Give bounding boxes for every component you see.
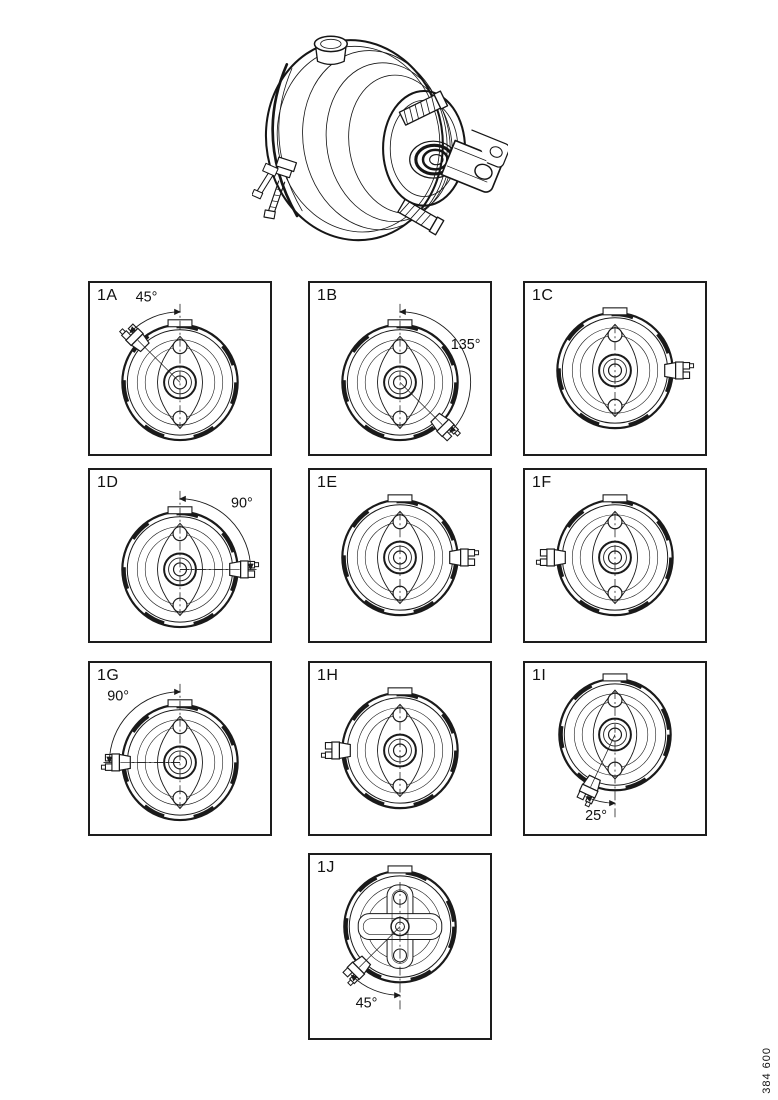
angle-label: 90° [107,688,130,705]
brake-chamber-front-view [90,470,270,641]
variant-label: 1A [97,287,118,304]
variant-label: 1I [532,667,547,684]
brake-chamber-front-view [310,855,490,1038]
brake-chamber-front-view [90,283,270,454]
variant-label: 1D [97,474,119,491]
variant-cell-1H [308,661,492,836]
angle-label: 45° [135,289,158,306]
brake-chamber-front-view [525,283,705,454]
brake-chamber-front-view [525,663,705,834]
variant-label: 1F [532,474,552,491]
variant-label: 1J [317,859,335,876]
variant-label: 1G [97,667,120,684]
variant-label: 1B [317,287,338,304]
air-port-fitting [575,774,603,807]
variant-cell-1J [308,853,492,1040]
figure-number: 384 600 [761,1047,773,1094]
air-port-fitting [665,362,694,379]
brake-chamber-front-view [525,470,705,641]
angle-label: 90° [230,495,253,512]
variant-cell-1C [523,281,707,456]
variant-cell-1E [308,468,492,643]
variant-cell-1D [88,468,272,643]
brake-chamber-front-view [90,663,270,834]
variant-cell-1A [88,281,272,456]
variant-cell-1B [308,281,492,456]
variant-label: 1C [532,287,554,304]
air-port-fitting [450,549,479,566]
top-port [314,36,347,64]
brake-chamber-isometric-drawing [252,14,508,252]
air-port-fitting [536,549,565,566]
clamp-bolts [252,157,296,219]
variant-label: 1E [317,474,338,491]
angle-label: 135° [450,336,481,353]
variant-cell-1I [523,661,707,836]
brake-chamber-front-view [310,470,490,641]
brake-chamber-front-view [310,663,490,834]
variant-label: 1H [317,667,339,684]
variant-cell-1F [523,468,707,643]
brake-chamber-front-view [310,283,490,454]
angle-label: 45° [355,995,378,1012]
angle-label: 25° [585,807,607,824]
variant-cell-1G [88,661,272,836]
air-port-fitting [321,742,350,759]
